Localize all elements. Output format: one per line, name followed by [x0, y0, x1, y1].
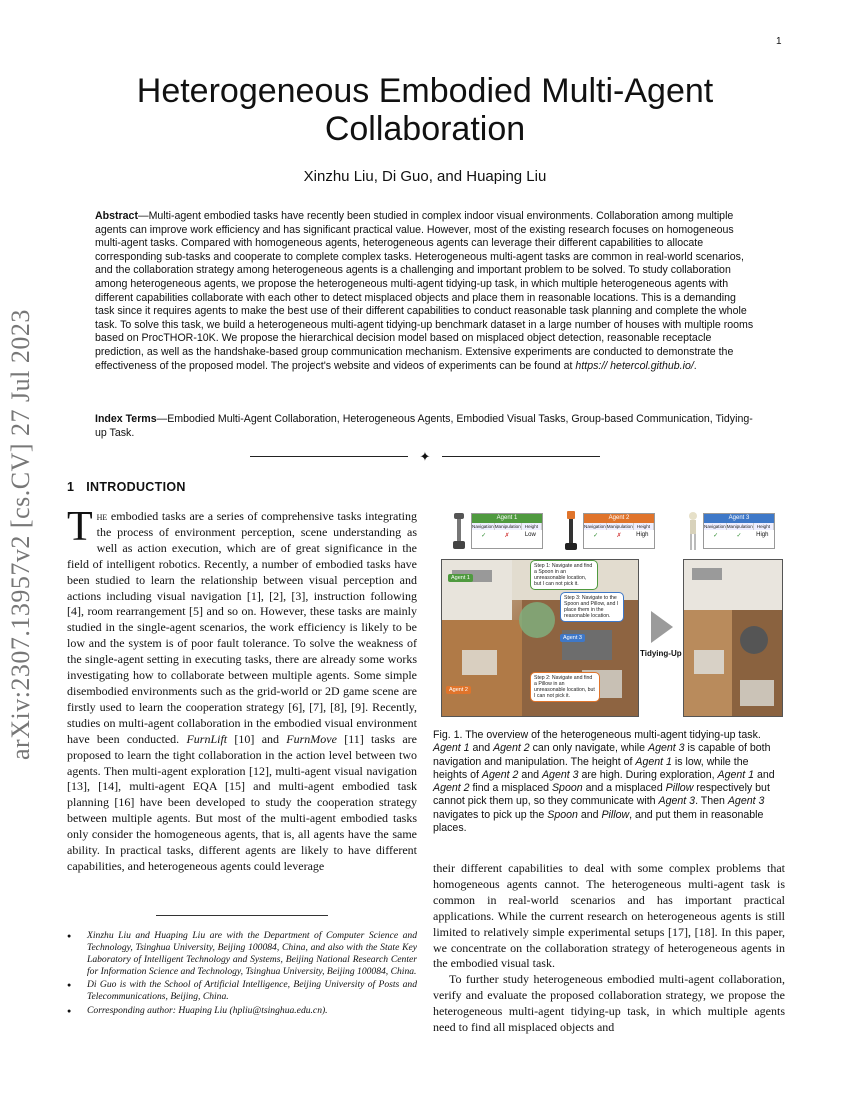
- intro-text-3: [11] tasks are proposed to learn the tight collaboration in the action level between two agents. Then multi-agent exploration [12], multi-agent visual navigation [13], [14], multi-agent EQA [15] and multi-agent embodied task planning [16] have been developed to study the cooperation strategy between multiple agents. But most of the multi-agent embodied tasks only consider the homogeneous agents, that is, all agents have the same ability. In practical tasks, different agents are likely to have different capabilities, and heterogeneous agents could leverage: [67, 731, 417, 873]
- agent-3-val-manip: ✓: [736, 533, 742, 539]
- agent-3-col-height: Height: [754, 523, 774, 530]
- figure-1-caption: [433, 729, 785, 835]
- dropcap-letter: T: [67, 504, 93, 550]
- scene-after-rooms-icon: [684, 560, 782, 716]
- section-heading: [67, 480, 186, 494]
- abstract-end: .: [693, 359, 697, 372]
- robot-agent-2-icon: [563, 511, 579, 551]
- caption-t2: can only navigate, while: [529, 742, 648, 755]
- scene-before-image: [441, 559, 639, 717]
- scene-tag-agent-3: Agent 3: [560, 634, 585, 642]
- caption-t5: and: [518, 768, 542, 781]
- footnote-affiliation-1: ● Xinzhu Liu and Huaping Liu are with the Department of Computer Science and Technology, Tsinghua University, Beijing 100084, China, and also with the State Key Laboratory of Intelligent Technology and Systems, Beijing National Research Center for Information Science and Technology, Tsinghua University, Beijing 100084, China.: [67, 930, 417, 978]
- section-number: 1: [67, 480, 75, 494]
- step-2-bubble: Step 2: Navigate and find a Pillow in an unreasonable location, but I can not pick it.: [530, 672, 600, 702]
- abstract-text: —Multi-agent embodied tasks have recently been studied in complex indoor visual environments. Collaboration among multiple agents can improve work efficiency and has significant practical value. However, most of the existing research focuses on homogeneous multi-agent tasks. Compared with homogeneous agents, heterogeneous agents can leverage their different capabilities to allocate corresponding sub-tasks and cooperate to complete complex tasks. Heterogeneous multi-agent tasks are common in real-world scenarios, and the collaboration strategy among heterogeneous agents is a challenging and important problem to be solved. To study collaboration among heterogeneous agents, we propose the heterogeneous multi-agent tidying-up task, in which multiple heterogeneous agents with different capabilities collaborate with each other to detect misplaced objects and place them in reasonable locations. This is a demanding task since it requires agents to make the best use of their different capabilities to conduct reasonable task planning and complete the whole task. To solve this task, we build a heterogeneous multi-agent tidying-up benchmark dataset in a large number of houses with multiple rooms based on ProcTHOR-10K. We propose the hierarchical decision model based on misplaced object detection, reasonable receptacle prediction, as well as the handshake-based group communication mechanism. Extensive experiments are conducted to demonstrate the effectiveness of the proposed model. The project's website and videos of experiments can be found at: [95, 210, 754, 372]
- robot-agent-3-icon: [685, 511, 701, 551]
- caption-agent-9: Agent 3: [658, 795, 696, 808]
- step-3-bubble: Step 3: Navigate to the Spoon and Pillow, and I place them in the reasonable location.: [560, 592, 624, 622]
- figure-1: [433, 503, 785, 723]
- intro-smallcaps: he: [96, 509, 108, 523]
- section-separator: [250, 450, 600, 464]
- agent-1-header: Agent 1: [472, 514, 542, 523]
- agent-1-col-height: Height: [522, 523, 542, 530]
- caption-agent-3: Agent 3: [648, 742, 685, 755]
- agent-1-val-nav: ✓: [481, 533, 487, 539]
- caption-t4: is low, while the heights of: [433, 755, 749, 781]
- abstract: [95, 210, 757, 373]
- agent-1-col-nav: Navigation: [472, 524, 494, 529]
- agent-2-col-manip: Manipulation: [606, 524, 633, 529]
- agent-3-col-nav: Navigation: [704, 524, 726, 529]
- separator-diamond-icon: ✦: [419, 449, 431, 464]
- abstract-label: Abstract: [95, 210, 138, 222]
- scene-tag-agent-2: Agent 2: [446, 686, 471, 694]
- caption-agent-5: Agent 2: [481, 768, 519, 781]
- caption-agent-1: Agent 1: [433, 742, 470, 755]
- arxiv-side-stamp: arXiv:2307.13957v2 [cs.CV] 27 Jul 2023: [6, 309, 35, 760]
- caption-object-pillow-2: Pillow: [601, 808, 630, 821]
- agent-3-val-height: High: [756, 532, 769, 538]
- caption-agent-6: Agent 3: [541, 768, 579, 781]
- agent-2-card: [583, 513, 655, 549]
- author-list: Xinzhu Liu, Di Guo, and Huaping Liu: [303, 168, 547, 185]
- robot-agent-1-icon: [451, 511, 467, 551]
- paper-title: [95, 72, 755, 148]
- caption-t6: are high. During exploration,: [578, 768, 718, 781]
- title-line-2: Collaboration: [324, 110, 526, 148]
- tidying-up-label: Tidying-Up: [640, 649, 682, 658]
- caption-agent-8: Agent 2: [433, 782, 470, 795]
- agent-3-card: [703, 513, 775, 549]
- right-paragraph-2: To further study heterogeneous embodied multi-agent collaboration, verify and evaluate the proposed collaboration strategy, we propose the heterogeneous multi-agent tidying-up task, in which multiple agents need to find all misplaced objects and: [433, 972, 785, 1035]
- project-url-link[interactable]: https:// hetercol.github.io/: [575, 359, 694, 372]
- caption-agent-7: Agent 1: [717, 768, 755, 781]
- caption-t8: find a misplaced: [469, 782, 552, 795]
- caption-agent-2: Agent 2: [493, 742, 530, 755]
- caption-prefix: Fig. 1. The overview of the heterogeneous multi-agent tidying-up task.: [433, 729, 761, 741]
- right-paragraph-1: their different capabilities to deal with some complex problems that homogeneous agents cannot. The heterogeneous multi-agent task is common in real-world scenarios and has important practical applications. While the current research on heterogeneous agents is still limited to relatively simple experimental setups [17], [18]. In this paper, we concentrate on the collaboration strategy of heterogeneous agents in the embodied visual task.: [433, 861, 785, 971]
- title-line-1: Heterogeneous Embodied Multi-Agent: [136, 72, 714, 110]
- separator-line-left: [250, 456, 408, 457]
- caption-t3: is capable of both navigation and manipulation. The height of: [433, 742, 771, 768]
- caption-object-spoon-2: Spoon: [547, 808, 578, 821]
- caption-t11: . Then: [695, 795, 728, 808]
- agent-2-val-manip: ✗: [616, 533, 622, 539]
- separator-line-right: [442, 456, 600, 457]
- step-1-bubble: Step 1: Navigate and find a Spoon in an unreasonable location, but I can not pick it.: [530, 560, 598, 590]
- caption-object-spoon: Spoon: [551, 782, 583, 795]
- agent-1-card: [471, 513, 543, 549]
- agent-2-val-nav: ✓: [593, 533, 599, 539]
- agent-2-col-nav: Navigation: [584, 524, 606, 529]
- agent-1-col-manip: Manipulation: [494, 524, 521, 529]
- intro-text-2: [10] and: [227, 731, 287, 746]
- agent-2-header: Agent 2: [584, 514, 654, 523]
- intro-furnlift: FurnLift: [186, 731, 228, 746]
- agent-1-val-manip: ✗: [504, 533, 510, 539]
- caption-t9: and a misplaced: [582, 782, 666, 795]
- footnotes: [67, 930, 417, 1018]
- index-terms-label: Index Terms: [95, 413, 157, 425]
- footnote-corresponding: ● Corresponding author: Huaping Liu (hpliu@tsinghua.edu.cn).: [67, 1005, 417, 1017]
- caption-t10: respectively but cannot pick them up, so they communicate with: [433, 782, 770, 808]
- tidying-up-arrow-icon: [651, 611, 673, 643]
- scene-tag-agent-1: Agent 1: [448, 574, 473, 582]
- intro-furnmove: FurnMove: [286, 731, 337, 746]
- caption-t7: and: [754, 768, 775, 781]
- index-terms-text: —Embodied Multi-Agent Collaboration, Heterogeneous Agents, Embodied Visual Tasks, Group-based Communication, Tidying-up Task.: [95, 413, 753, 439]
- caption-agent-4: Agent 1: [635, 755, 672, 768]
- intro-paragraph: [67, 504, 417, 875]
- caption-t12: navigates to pick up the: [433, 808, 548, 821]
- scene-after-image: [683, 559, 783, 717]
- agent-2-val-height: High: [636, 532, 649, 538]
- caption-t14: , and put them in reasonable places.: [433, 808, 764, 835]
- caption-t13: and: [577, 808, 602, 821]
- footnote-rule: [156, 915, 328, 916]
- agent-3-val-nav: ✓: [713, 533, 719, 539]
- caption-agent-10: Agent 3: [727, 795, 765, 808]
- caption-t1: and: [469, 742, 494, 755]
- agent-3-header: Agent 3: [704, 514, 774, 523]
- intro-text-1: embodied tasks are a series of comprehensive tasks integrating the process of environment perception, scene understanding as well as action execution, which are of great significance in the field of intelligent robotics. Recently, a number of embodied tasks have been studied to learn the relationship between visual perception and actions including visual navigation [1], [2], [3], instruction following [4], room rearrangement [5] and so on. However, these tasks are mainly studied in the single-agent scenarios, the work efficiency is likely to be low and the system is of poor fault tolerance. To solve the weakness of the single-agent setting in executing tasks, there are already some works investigating how to collaborate between multiple agents. Some simple disembodied environments such as the grid-world or 2D game scene are firstly used to learn the cooperation strategy [6], [7], [8], [9]. Recently, studies on multi-agent collaboration in the embodied visual environment have been conducted.: [67, 509, 417, 746]
- index-terms: [95, 413, 757, 440]
- right-column-text: [433, 861, 785, 1036]
- footnote-affiliation-2: ● Di Guo is with the School of Artificial Intelligence, Beijing University of Posts and Telecommunications, Beijing, China.: [67, 979, 417, 1003]
- agent-3-col-manip: Manipulation: [726, 524, 753, 529]
- page-number: 1: [776, 36, 782, 47]
- section-title: INTRODUCTION: [86, 480, 186, 494]
- agent-2-col-height: Height: [634, 523, 654, 530]
- caption-object-pillow: Pillow: [665, 782, 694, 795]
- agent-1-val-height: Low: [524, 532, 536, 538]
